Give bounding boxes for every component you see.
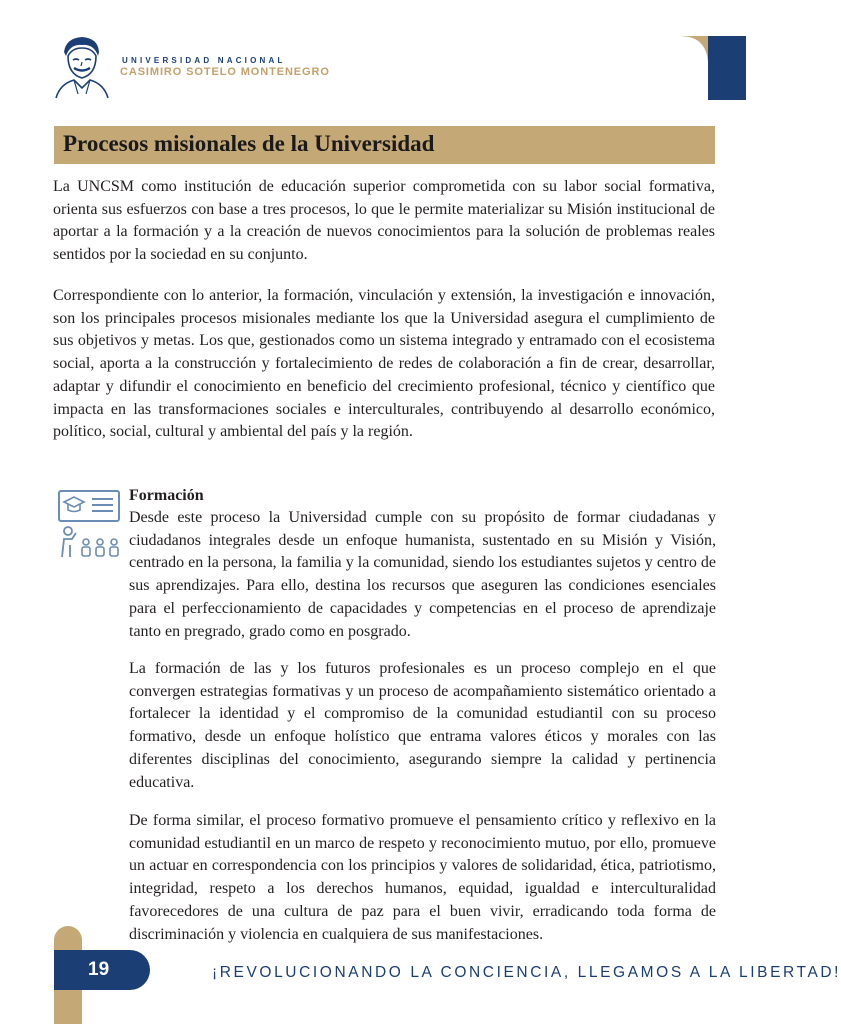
classroom-teacher-icon — [58, 489, 122, 561]
section-heading: Formación — [129, 487, 204, 504]
footer-slogan: ¡REVOLUCIONANDO LA CONCIENCIA, LLEGAMOS A LA LIBERTAD! — [212, 964, 841, 981]
section-paragraph: De forma similar, el proceso formativo promueve el pensamiento crítico y reflexivo en la comunidad estudiantil en un marco de respeto y reconocimiento mutuo, por ello, promueve un actuar en correspondencia con los principios y valores de solidaridad, ética, patriotismo, integridad, respeto a los derechos humanos, equidad, igualdad e interculturalidad favorecedores de una cultura de paz para el buen vivir, erradicando toda forma de discriminación y violencia en cualquiera de sus manifestaciones. — [129, 812, 716, 943]
section-paragraph: Desde este proceso la Universidad cumple con su propósito de formar ciudadanas y ciudadanos integrales desde un enfoque humanista, sustentado en su Misión y Visión, centrado en la persona, la familia y la comunidad, siendo los estudiantes sujetos y centro de sus aprendizajes. Para ello, destina los recursos que aseguren las condiciones esenciales para el perfeccionamiento de capacidades y competencias en el proceso de aprendizaje tanto en pregrado, grado como en posgrado. — [129, 509, 716, 640]
section-paragraph: La formación de las y los futuros profesionales es un proceso complejo en el que convergen estrategias formativas y un proceso de acompañamiento sistemático orientado a fortalecer la identidad y el compromiso de la comunidad estudiantil con su proceso formativo, desde un enfoque holístico que entrama valores éticos y morales con las diferentes disciplinas del conocimiento, asegurando siempre la calidad y pertinencia educativa. — [129, 660, 716, 791]
university-name-line1: UNIVERSIDAD NACIONAL — [122, 56, 286, 65]
section-title-bar — [54, 126, 715, 164]
university-name-line2: CASIMIRO SOTELO MONTENEGRO — [120, 66, 330, 78]
page-number: 19 — [88, 959, 110, 980]
intro-paragraph: Correspondiente con lo anterior, la formación, vinculación y extensión, la investigación e innovación, son los principales procesos misionales mediante los que la Universidad asegura el cumplimiento de sus objetivos y metas. Los que, gestionados como un sistema integrado y entramado con el ecosistema social, aporta a la construcción y fortalecimiento de redes de colaboración a fin de crear, desarrollar, adaptar y difundir el conocimiento en beneficio del crecimiento profesional, técnico y científico que impacta en las transformaciones sociales e interculturales, contribuyendo al desarrollo económico, político, social, cultural y ambiental del país y la región. — [53, 287, 715, 441]
portrait-logo-icon — [54, 34, 110, 98]
page-title: Procesos misionales de la Universidad — [63, 131, 435, 156]
corner-decoration — [620, 0, 768, 100]
intro-paragraph: La UNCSM como institución de educación superior comprometida con su labor social formativa, orienta sus esfuerzos con base a tres procesos, lo que le permite materializar su Misión institucional de aportar a la formación y a la creación de nuevos conocimientos para la solución de problemas reales sentidos por la sociedad en su conjunto. — [53, 178, 715, 264]
